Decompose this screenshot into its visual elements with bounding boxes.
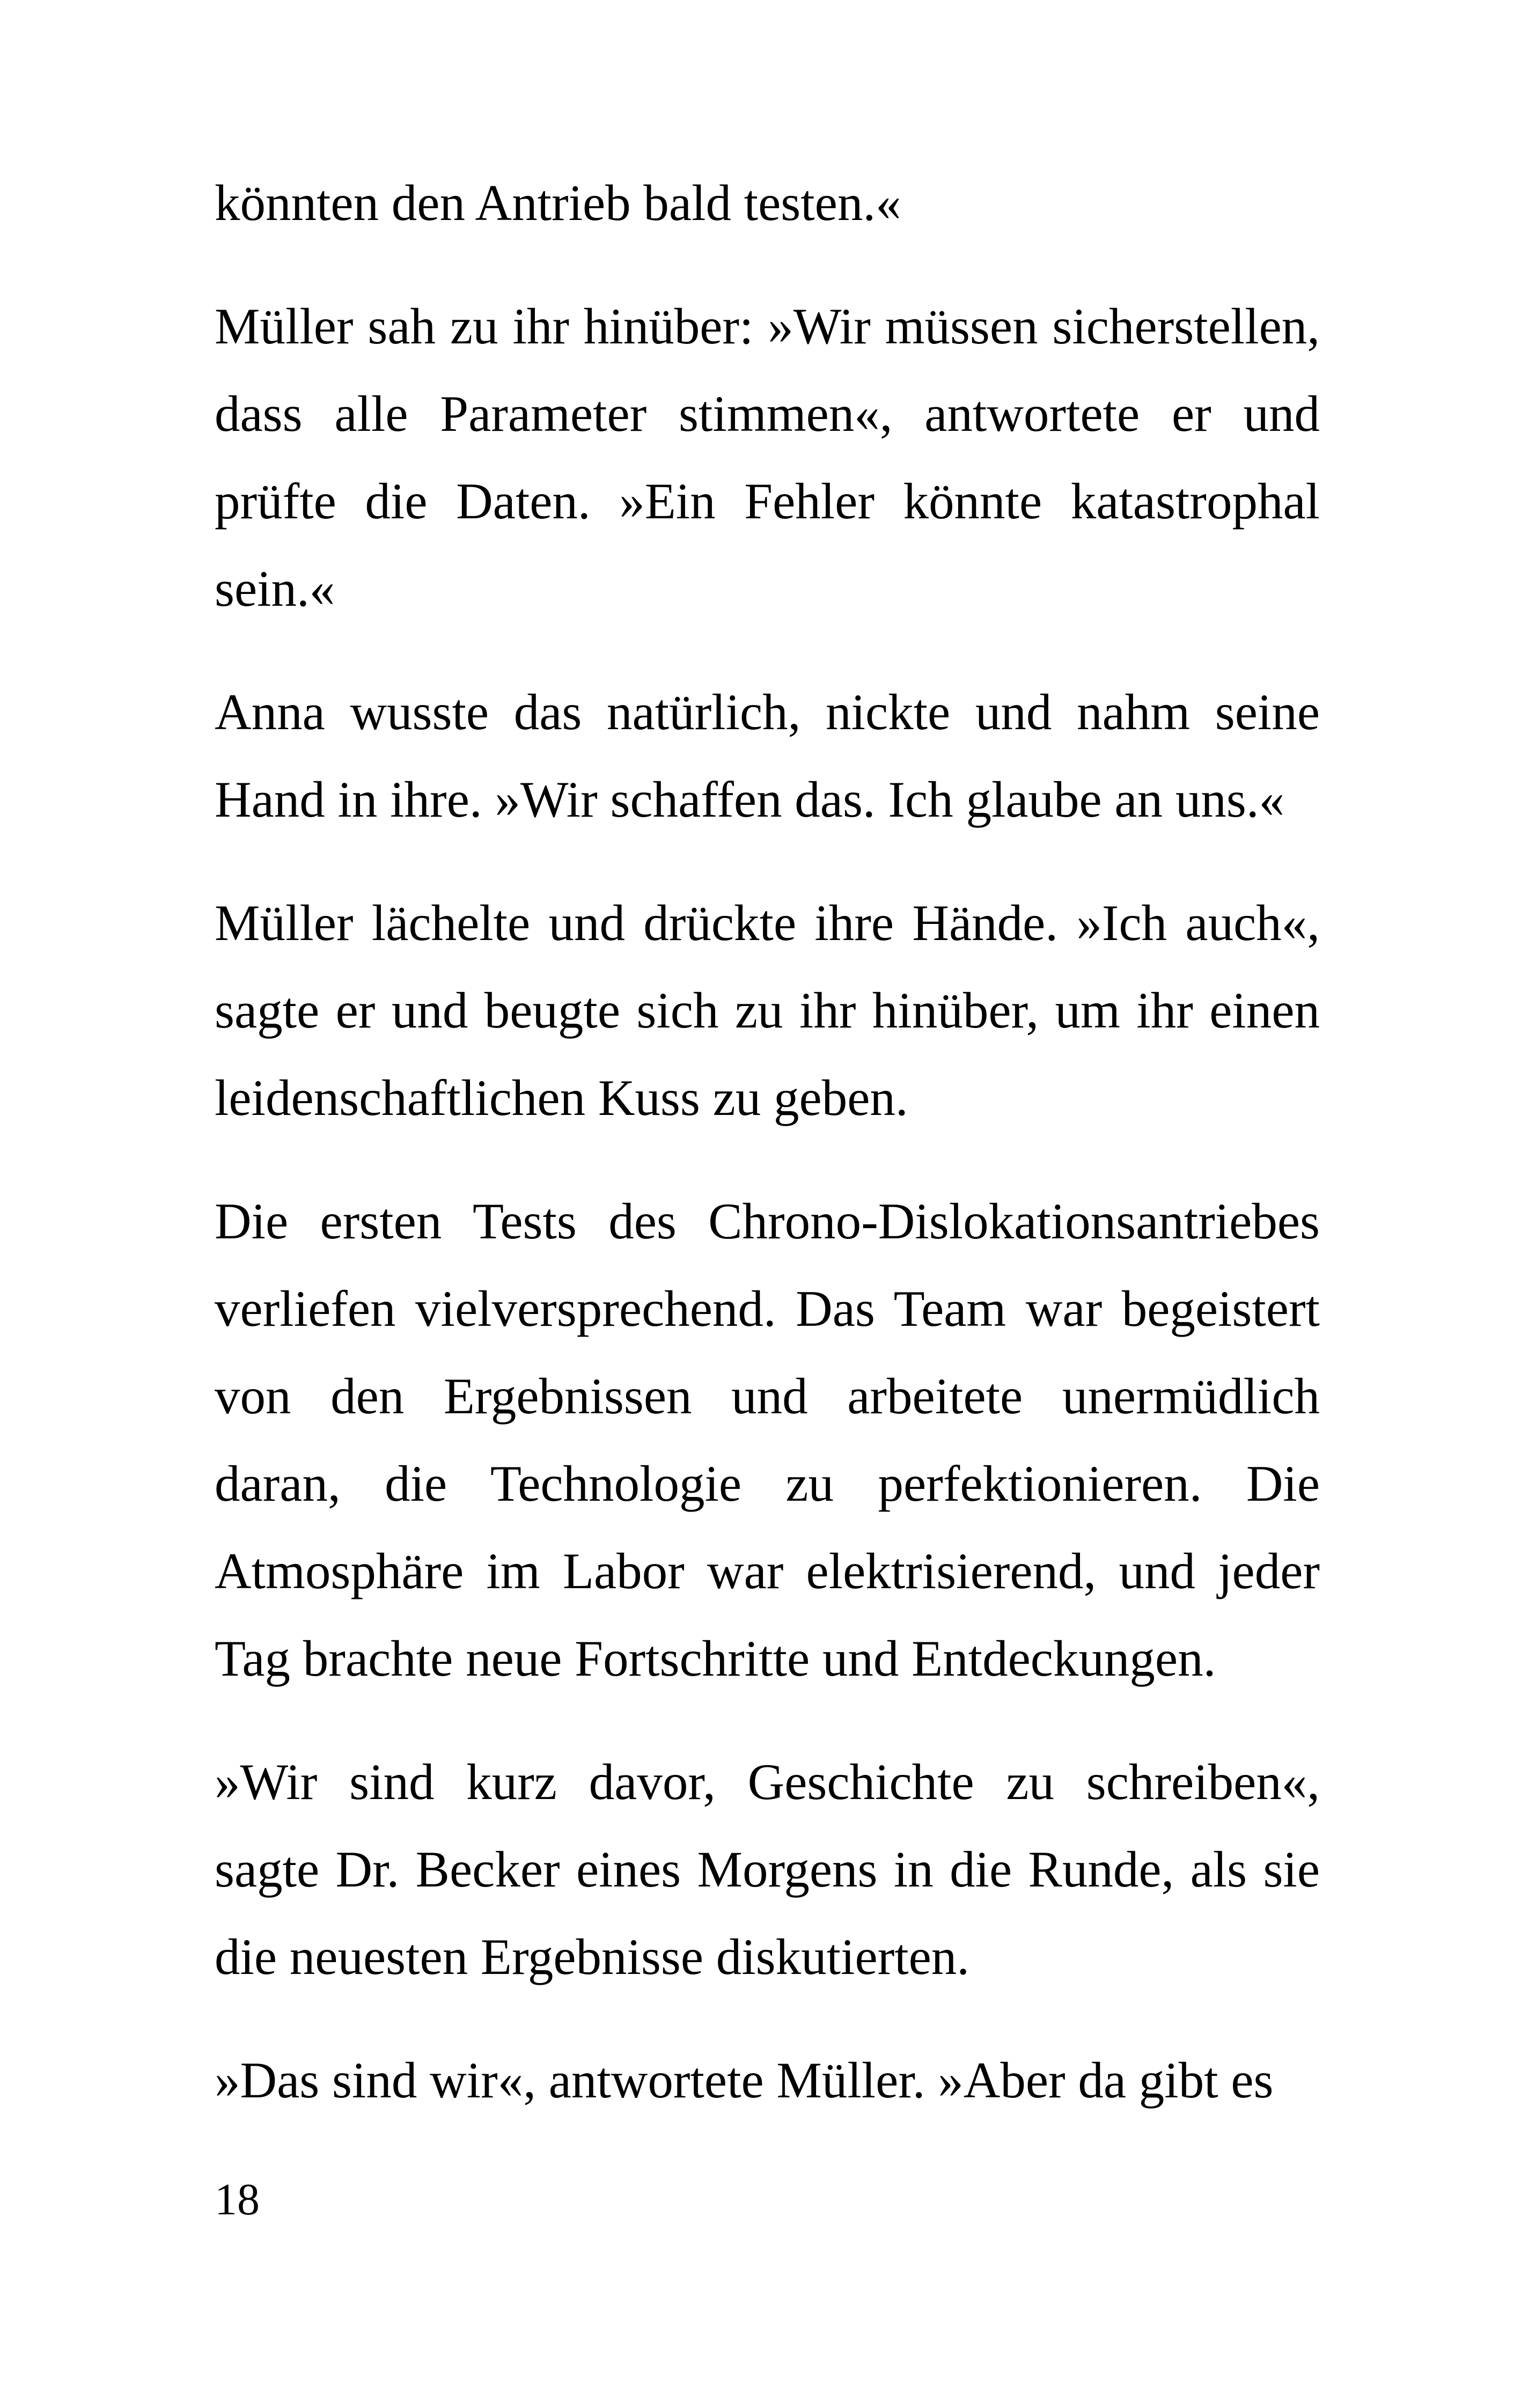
- paragraph: »Das sind wir«, antwortete Müller. »Aber da gibt es: [215, 2052, 1274, 2109]
- paragraph: Müller lächelte und drückte ihre Hände. »Ich auch«, sagte er und beugte sich zu ihr hinüber, um ihr einen leidenschaftlichen Kuss zu geben.: [215, 894, 1320, 1126]
- paragraph: Müller sah zu ihr hinüber: »Wir müssen sicherstellen, dass alle Parameter stimmen«, antwortete er und prüfte die Daten. »Ein Fehler könnte katastrophal sein.«: [215, 298, 1320, 617]
- paragraph: »Wir sind kurz davor, Geschichte zu schreiben«, sagte Dr. Becker eines Morgens in die Runde, als sie die neuesten Ergebnisse diskutierten.: [215, 1753, 1320, 1985]
- paragraph: Die ersten Tests des Chrono-Dislokationsantriebes verliefen vielversprechend. Das Team war begeistert von den Ergebnissen und arbeitete unermüdlich daran, die Technologie zu perfektionieren. Die Atmosphäre im Labor war elektrisierend, und jeder Tag brachte neue Fortschritte und Entdeckungen.: [215, 1193, 1320, 1687]
- paragraph: könnten den Antrieb bald testen.«: [215, 174, 901, 231]
- body-text: [215, 159, 1320, 2124]
- paragraph: Anna wusste das natürlich, nickte und nahm seine Hand in ihre. »Wir schaffen das. Ich glaube an uns.«: [215, 684, 1320, 828]
- page-number: 18: [215, 2175, 260, 2225]
